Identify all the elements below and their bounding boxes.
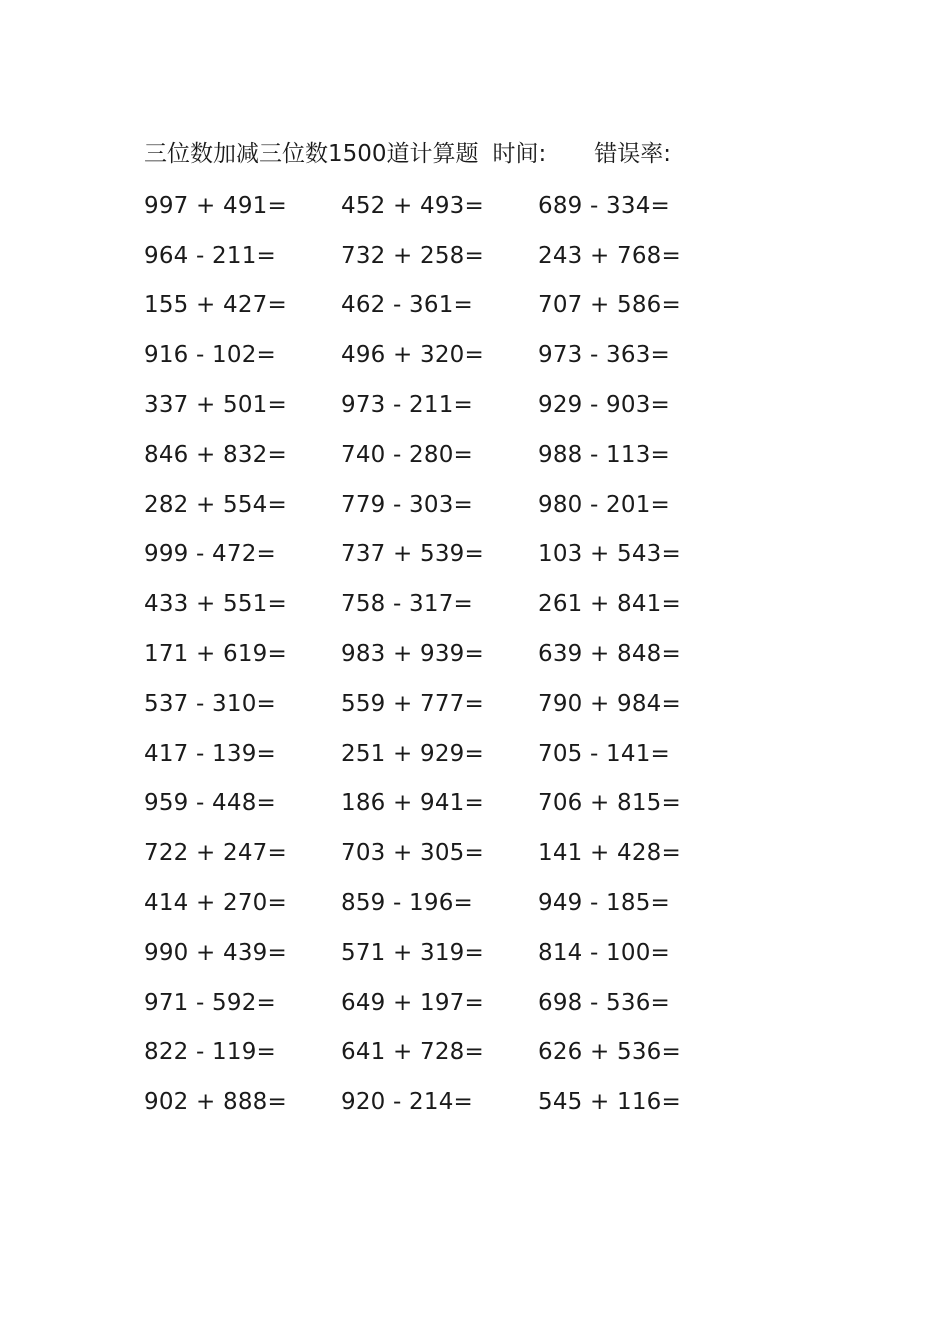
math-problem: 902 + 888= bbox=[144, 1089, 287, 1116]
problem-row bbox=[144, 330, 744, 380]
math-problem: 707 + 586= bbox=[538, 292, 681, 319]
math-problem: 705 - 141= bbox=[538, 740, 670, 767]
math-problem: 949 - 185= bbox=[538, 890, 670, 917]
problem-row bbox=[144, 1028, 744, 1078]
math-problem: 641 + 728= bbox=[341, 1039, 484, 1066]
math-problem: 626 + 536= bbox=[538, 1039, 681, 1066]
math-problem: 537 - 310= bbox=[144, 690, 276, 717]
problem-row bbox=[144, 1077, 744, 1127]
math-problem: 706 + 815= bbox=[538, 790, 681, 817]
math-problem: 417 - 139= bbox=[144, 740, 276, 767]
problem-row bbox=[144, 779, 744, 829]
problem-row bbox=[144, 380, 744, 430]
math-problem: 822 - 119= bbox=[144, 1039, 276, 1066]
math-problem: 971 - 592= bbox=[144, 989, 276, 1016]
math-problem: 243 + 768= bbox=[538, 242, 681, 269]
math-problem: 571 + 319= bbox=[341, 939, 484, 966]
math-problem: 141 + 428= bbox=[538, 840, 681, 867]
math-problem: 973 - 363= bbox=[538, 342, 670, 369]
worksheet-title: 三位数加减三位数1500道计算题 bbox=[144, 140, 479, 167]
math-problem: 186 + 941= bbox=[341, 790, 484, 817]
math-problem: 737 + 539= bbox=[341, 541, 484, 568]
math-problem: 689 - 334= bbox=[538, 192, 670, 219]
math-problem: 980 - 201= bbox=[538, 491, 670, 518]
math-problem: 997 + 491= bbox=[144, 192, 287, 219]
math-problem: 496 + 320= bbox=[341, 342, 484, 369]
time-label: 时间: bbox=[492, 140, 547, 167]
math-problem: 703 + 305= bbox=[341, 840, 484, 867]
math-problem: 964 - 211= bbox=[144, 242, 276, 269]
math-problem: 171 + 619= bbox=[144, 641, 287, 668]
problem-row bbox=[144, 181, 744, 231]
error-rate-label: 错误率: bbox=[594, 140, 672, 167]
math-problem: 859 - 196= bbox=[341, 890, 473, 917]
math-problem: 722 + 247= bbox=[144, 840, 287, 867]
math-problem: 261 + 841= bbox=[538, 591, 681, 618]
problem-row bbox=[144, 480, 744, 530]
math-problem: 779 - 303= bbox=[341, 491, 473, 518]
math-problem: 758 - 317= bbox=[341, 591, 473, 618]
math-problem: 559 + 777= bbox=[341, 690, 484, 717]
math-problem: 790 + 984= bbox=[538, 690, 681, 717]
math-problem: 433 + 551= bbox=[144, 591, 287, 618]
math-problem: 814 - 100= bbox=[538, 939, 670, 966]
math-problem: 959 - 448= bbox=[144, 790, 276, 817]
problem-row bbox=[144, 978, 744, 1028]
math-problem: 990 + 439= bbox=[144, 939, 287, 966]
math-problem: 282 + 554= bbox=[144, 491, 287, 518]
math-problem: 929 - 903= bbox=[538, 392, 670, 419]
math-problem: 973 - 211= bbox=[341, 392, 473, 419]
problem-grid bbox=[144, 181, 744, 1127]
math-problem: 916 - 102= bbox=[144, 342, 276, 369]
math-problem: 983 + 939= bbox=[341, 641, 484, 668]
math-problem: 740 - 280= bbox=[341, 441, 473, 468]
problem-row bbox=[144, 530, 744, 580]
math-problem: 846 + 832= bbox=[144, 441, 287, 468]
math-problem: 452 + 493= bbox=[341, 192, 484, 219]
problem-row bbox=[144, 679, 744, 729]
problem-row bbox=[144, 579, 744, 629]
problem-row bbox=[144, 629, 744, 679]
math-problem: 545 + 116= bbox=[538, 1089, 681, 1116]
math-problem: 649 + 197= bbox=[341, 989, 484, 1016]
math-problem: 999 - 472= bbox=[144, 541, 276, 568]
problem-row bbox=[144, 231, 744, 281]
problem-row bbox=[144, 878, 744, 928]
problem-row bbox=[144, 729, 744, 779]
math-problem: 251 + 929= bbox=[341, 740, 484, 767]
problem-row bbox=[144, 430, 744, 480]
math-problem: 988 - 113= bbox=[538, 441, 670, 468]
worksheet-header bbox=[144, 134, 671, 168]
math-problem: 337 + 501= bbox=[144, 392, 287, 419]
math-problem: 698 - 536= bbox=[538, 989, 670, 1016]
problem-row bbox=[144, 928, 744, 978]
math-problem: 920 - 214= bbox=[341, 1089, 473, 1116]
math-problem: 639 + 848= bbox=[538, 641, 681, 668]
problem-row bbox=[144, 828, 744, 878]
problem-row bbox=[144, 281, 744, 331]
math-problem: 155 + 427= bbox=[144, 292, 287, 319]
math-problem: 732 + 258= bbox=[341, 242, 484, 269]
math-problem: 462 - 361= bbox=[341, 292, 473, 319]
math-problem: 103 + 543= bbox=[538, 541, 681, 568]
math-problem: 414 + 270= bbox=[144, 890, 287, 917]
